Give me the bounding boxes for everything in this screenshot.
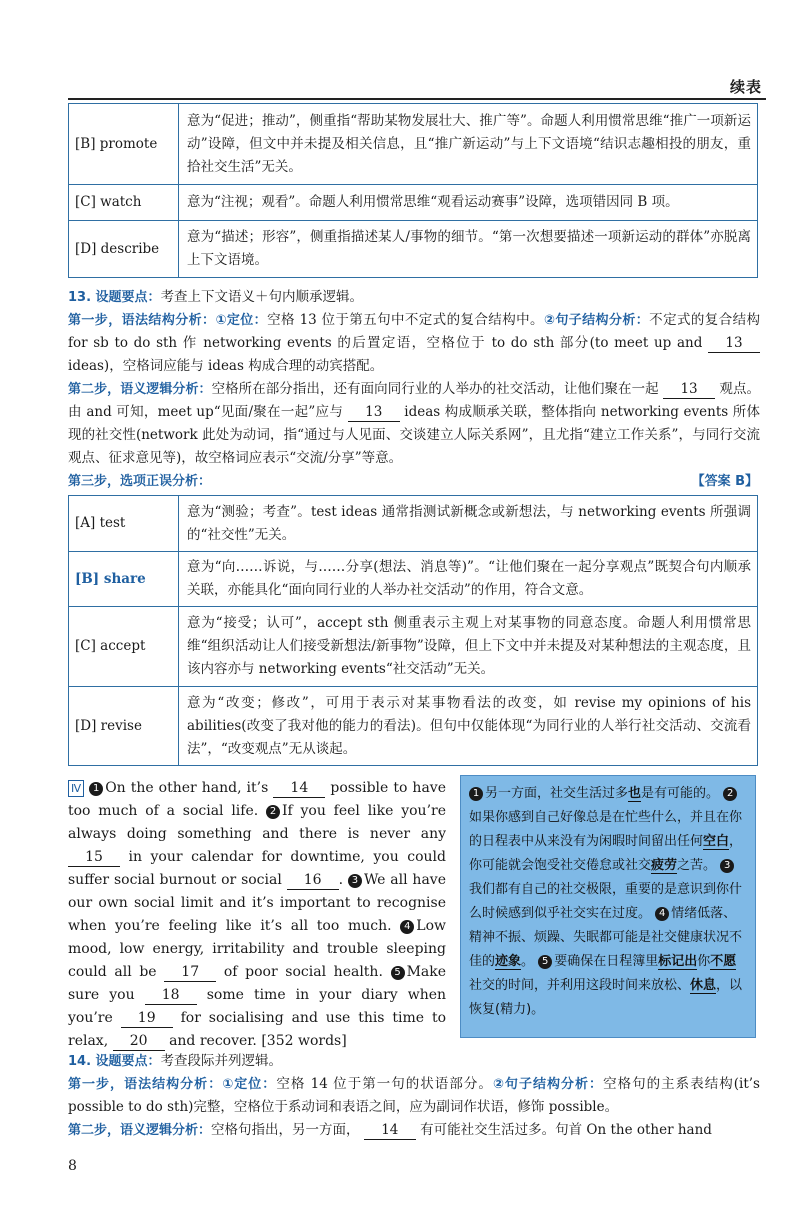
option-key: [B] share — [69, 552, 179, 607]
option-key: [D] describe — [69, 221, 179, 278]
table-row — [69, 185, 758, 221]
options-table-12 — [68, 103, 758, 278]
option-explanation: 意为“促进；推动”，侧重指“帮助某物发展壮大、推广等”。命题人利用惯常思维“推广一项新运动”设障，但文中并未提及相关信息，且“推广新运动”与上下文语境“结识志趣相投的朋友，重拾社交生活”无关。 — [179, 104, 758, 185]
q13-step1: 第一步，语法结构分析：①定位：空格 13 位于第五句中不定式的复合结构中。②句子结构分析：不定式的复合结构 for sb to do sth 作 networking events 的后置定语，空格位于 to do sth 部分(to meet up and 13 ideas)，空格词应能与 ideas 构成合理的动宾搭配。 — [68, 312, 760, 374]
answer-badge: 【答案 B】 — [691, 474, 758, 489]
sentence-number: 1 — [469, 787, 483, 801]
continued-label: 续表 — [729, 78, 762, 96]
keyword-highlight: 不愿 — [710, 954, 737, 969]
top-divider — [68, 98, 766, 100]
table-row-correct — [69, 552, 758, 607]
blank-19: 19 — [121, 1009, 173, 1028]
blank-20: 20 — [113, 1032, 165, 1051]
blank-16: 16 — [287, 871, 339, 890]
sentence-number: 2 — [723, 787, 737, 801]
sentence-number: 5 — [391, 966, 405, 980]
blank-14: 14 — [364, 1121, 416, 1140]
option-explanation: 意为“向……诉说，与……分享(想法、消息等)”。“让他们聚在一起分享观点”既契合句内顺承关联，亦能具化“面向同行业的人举办社交活动”的作用，符合文意。 — [179, 552, 758, 607]
keyword-highlight: 迹象 — [495, 954, 522, 969]
keyword-highlight: 休息 — [690, 978, 717, 993]
sentence-number: 3 — [348, 874, 362, 888]
page-number: 8 — [68, 1158, 77, 1174]
translation-box: 1 另一方面，社交生活过多也是有可能的。 2如果你感到自己好像总是在忙些什么，并且在你的日程表中从来没有为闲暇时间留出任何空白，你可能就会饱受社交倦怠或社交疲劳之苦。 3我们都有自己的社交极限，重要的是意识到你什么时候感到似乎社交实在过度。 4 情绪低落、精神不振、烦躁、失眠都可能是社交健康状况不佳的迹象。 5 要确保在日程簿里标记出你不愿社交的时间，并利用这段时间来放松、休息，以恢复(精力)。 — [460, 775, 756, 1038]
sentence-number: 4 — [655, 907, 669, 921]
q14-analysis — [68, 1050, 760, 1142]
sentence-number: 2 — [266, 805, 280, 819]
option-explanation: 意为“描述；形容”，侧重指描述某人/事物的细节。“第一次想要描述一项新运动的群体”亦脱离上下文语境。 — [179, 221, 758, 278]
blank-13: 13 — [348, 403, 400, 422]
blank-13: 13 — [663, 380, 715, 399]
option-key: [B] promote — [69, 104, 179, 185]
sentence-number: 5 — [538, 955, 552, 969]
sentence-number: 4 — [400, 920, 414, 934]
q14-heading: 14. 设题要点：考查段际并列逻辑。 — [68, 1053, 283, 1069]
blank-17: 17 — [164, 963, 216, 982]
option-key: [C] watch — [69, 185, 179, 221]
passage-paragraph: Ⅳ 1 On the other hand, it’s 14 possible to have too much of a social life. 2 If you feel like you’re always doing something and there is never any 15 in your calendar for downtime, you could suffer social burnout or social 16 . 3 We all have our own social limit and it’s important to recognise when you’re feeling like it’s all too much. 4 Low mood, low energy, irritability and trouble sleeping could all be 17 of poor social health. 5 Make sure you 18 some time in your diary when you’re 19 for socialising and use this time to relax, 20 and recover. [352 words] — [68, 780, 447, 1049]
blank-13: 13 — [708, 334, 760, 353]
sentence-number: 3 — [720, 859, 734, 873]
option-key: [D] revise — [69, 687, 179, 766]
table-row — [69, 104, 758, 185]
option-explanation: 意为“改变；修改”，可用于表示对某事物看法的改变，如 revise my opinions of his abilities(改变了我对他的能力的看法)。但句中仅能体现“为同行业的人举行社交活动、交流看法”，“改变观点”无从谈起。 — [179, 687, 758, 766]
table-row — [69, 221, 758, 278]
blank-15: 15 — [68, 848, 120, 867]
option-explanation: 意为“测验；考查”。test ideas 通常指测试新概念或新想法，与 networking events 所强调的“社交性”无关。 — [179, 496, 758, 552]
option-key: [C] accept — [69, 607, 179, 687]
table-row — [69, 607, 758, 687]
options-table-13 — [68, 495, 758, 766]
blank-14: 14 — [273, 779, 325, 798]
q13-step3: 第三步，选项正误分析： — [68, 474, 212, 489]
q13-analysis — [68, 286, 760, 493]
blank-18: 18 — [145, 986, 197, 1005]
q14-step2: 第二步，语义逻辑分析：空格句指出，另一方面， 14 有可能社交生活过多。句首 On the other hand — [68, 1122, 712, 1138]
keyword-highlight: 空白 — [703, 834, 730, 849]
table-row — [69, 496, 758, 552]
q13-step2: 第二步，语义逻辑分析：空格所在部分指出，还有面向同行业的人举办的社交活动，让他们聚在一起 13 观点。由 and 可知，meet up“见面/聚在一起”应与 13 ideas 构成顺承关联，整体指向 networking events 所体现的社交性(network 此处为动词，指“通过与人见面、交谈建立人际关系网”，且尤指“建立工作关系”，与同行交流观点、征求意见等)，故空格词应表示“交流/分享”等意。 — [68, 381, 761, 466]
option-explanation: 意为“注视；观看”。命题人利用惯常思维“观看运动赛事”设障，选项错因同 B 项。 — [179, 185, 758, 221]
keyword-highlight: 疲劳 — [651, 858, 678, 873]
keyword-highlight: 也 — [628, 786, 642, 801]
section-marker: Ⅳ — [68, 780, 84, 797]
sentence-number: 1 — [89, 782, 103, 796]
keyword-highlight: 标记出 — [658, 954, 698, 969]
q14-step1: 第一步，语法结构分析：①定位：空格 14 位于第一句的状语部分。②句子结构分析：空格句的主系表结构(it’s possible to do sth)完整，空格位于系动词和表语之间，应为副词作状语，修饰 possible。 — [68, 1076, 760, 1115]
table-row — [69, 687, 758, 766]
option-key: [A] test — [69, 496, 179, 552]
option-explanation: 意为“接受；认可”，accept sth 侧重表示主观上对某事物的同意态度。命题人利用惯常思维“组织活动让人们接受新想法/新事物”设障，但上下文中并未提及对某种想法的主观态度，且该内容亦与 networking events“社交活动”无关。 — [179, 607, 758, 687]
q13-heading: 13. 设题要点：考查上下文语义＋句内顺承逻辑。 — [68, 289, 364, 305]
